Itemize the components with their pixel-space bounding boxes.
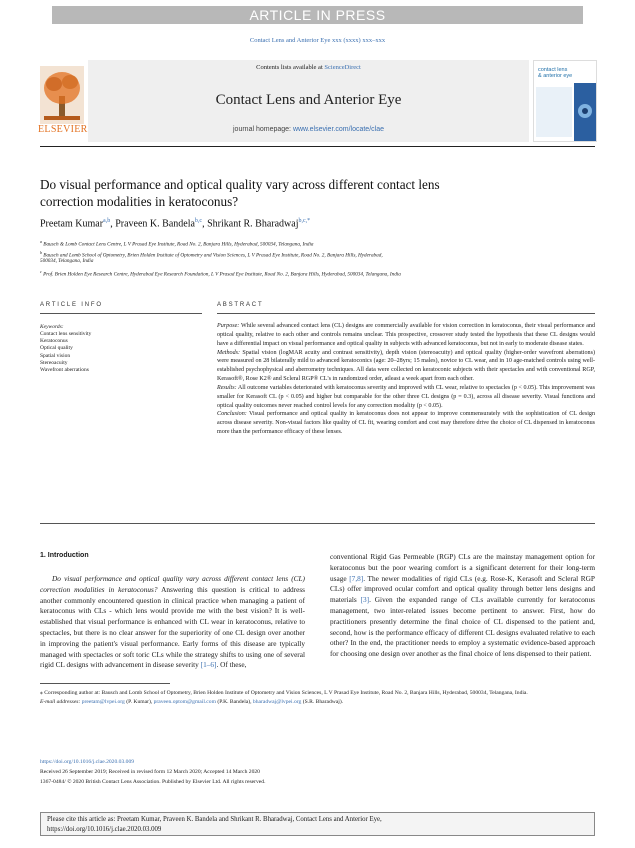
cover-title-line1: contact lens xyxy=(538,67,568,73)
journal-title: Contact Lens and Anterior Eye xyxy=(215,92,402,108)
email-link[interactable]: praveen.optom@gmail.com xyxy=(153,699,216,705)
affiliation-continuation xyxy=(40,257,595,265)
received-dates: Received 26 September 2019; Received in revised form 12 March 2020; Accepted 14 March 2020 xyxy=(40,768,260,775)
article-title-line1: Do visual performance and optical quality vary across different contact lens xyxy=(40,177,440,192)
keyword-item: Wavefront aberrations xyxy=(40,367,89,374)
citation-doi[interactable]: https://doi.org/10.1016/j.clae.2020.03.009 xyxy=(47,826,162,833)
email-label: E-mail addresses: xyxy=(40,699,82,705)
abstract-results xyxy=(217,384,595,411)
article-in-press-banner: ARTICLE IN PRESS xyxy=(52,6,583,24)
author-affiliation-marker[interactable]: b,c,* xyxy=(298,218,311,224)
keyword-item: Stereoacuity xyxy=(40,359,68,366)
footnote-rule xyxy=(40,683,170,684)
corresponding-author-footnote xyxy=(40,689,595,707)
cover-title-line2: & anterior eye xyxy=(538,73,573,79)
article-info-heading: ARTICLE INFO xyxy=(40,302,103,308)
author-name: Shrikant R. Bharadwaj xyxy=(207,218,299,230)
abstract-purpose xyxy=(217,322,595,349)
citation-line1: Please cite this article as: Preetam Kumar, Praveen K. Bandela and Shrikant R. Bharadwaj, Contact Lens and Anterior Eye, xyxy=(47,816,382,823)
journal-reference-link[interactable]: Contact Lens and Anterior Eye xxx (xxxx) xxx–xxx xyxy=(249,37,386,44)
abstract-conclusion-label: Conclusion: xyxy=(217,411,247,418)
keyword-item: Contact lens sensitivity xyxy=(40,331,92,337)
email-link[interactable]: bharadwaj@lvpei.org xyxy=(252,699,302,705)
reference-link[interactable]: [7,8] xyxy=(349,573,364,583)
abstract-heading: ABSTRACT xyxy=(217,302,264,308)
abstract-purpose-text: While several advanced contact lens (CL) designs are commercially available for vision correction in keratoconus, their visual performance and optical quality, relative to each other and controls remains unclear. This prospective, crossover study tested the hypothesis that these CL designs would have a differential impact on visual performance and optical quality in subjects with advanced keratoconus, but not in early to moderate disease states. xyxy=(217,323,595,347)
intro-column-right xyxy=(330,552,595,660)
article-title-line2: correction modalities in keratoconus? xyxy=(40,194,239,209)
abstract-rule xyxy=(217,313,595,314)
abstract-conclusion-text: Visual performance and optical quality in keratoconus does not appear to improve commensurately with the sophistication of CL design across disease severity. Non-visual factors like quality of CL fit, wearing comfort and cost may therefore drive the choice of CL dispensed in keratoconus more than the performance efficacy of these lenses. xyxy=(217,411,595,436)
journal-cover-thumbnail xyxy=(533,60,597,142)
journal-homepage-line xyxy=(88,126,529,133)
affiliation-text: 500034, Telangana, India xyxy=(40,258,94,264)
affiliation-text: Bausch & Lomb Contact Lens Centre, L V Prasad Eye Institute, Road No. 2, Banjara Hills, Hyderabad, 500034, Telangana, India xyxy=(43,241,314,248)
affiliation xyxy=(40,238,595,249)
keyword-item: Spatial vision xyxy=(40,352,71,359)
cover-art xyxy=(534,83,596,141)
email-owner: (S.R. Bharadwaj). xyxy=(301,699,344,705)
article-title xyxy=(40,176,580,210)
corresponding-author-text: ⁎ Corresponding author at: Bausch and Lomb School of Optometry, Brien Holden Institute of Optometry and Vision Sciences, L V Prasad Eye Institute, Road No. 2, Banjara Hills, Hyderabad, 500034, Telangana, India. xyxy=(40,690,528,696)
author-affiliation-marker[interactable]: a,b xyxy=(103,218,111,224)
intro-text: . Of these, xyxy=(216,660,247,670)
intro-text: conventional Rigid Gas Permeable (RGP) CLs are the mainstay management option for keratoconus but the poor wearing comfort is a significant deterrent for their long-term usage xyxy=(330,552,595,583)
copyright-line: 1367-0484/ © 2020 British Contact Lens Association. Published by Elsevier Ltd. All rights reserved. xyxy=(40,778,266,785)
author-separator: , xyxy=(110,218,116,230)
intro-text: . The newer modalities of rigid CLs (e.g. Rose-K, Kerasoft and Scleral RGP CLs) offer improved ocular comfort and optical quality through better lens designs and materials xyxy=(330,573,595,605)
affiliation-marker: a xyxy=(40,239,42,244)
intro-text: . Given the expanded range of CLs available currently for keratoconus management, two inter-related issues become pertinent to answer. First, how do practitioners presently determine the final choice of CL dispensed to the patient and, second, how is the performance efficacy of different CL designs evaluated relative to each other? In the end, the practitioner needs to employ a systematic evidence-based approach for choosing one design over another as the final choice of lens dispensed to their patient. xyxy=(330,595,595,659)
intro-column-left xyxy=(40,574,305,671)
contents-prefix: Contents lists available at xyxy=(256,64,325,71)
reference-link[interactable]: [1–6] xyxy=(200,660,217,670)
abstract-results-text: All outcome variables deteriorated with keratoconus severity and improved with CL wear, relative to spectacles (p < 0.05). This improvement was smaller for Kerasoft CL (p < 0.05) and higher but comparable for the other three CL designs (p = 0.3), across all disease severity. Visual functions and optical quality outcomes never reached control levels for any correction modality (p < 0.05). xyxy=(217,384,595,409)
affiliation-text: Prof. Brien Holden Eye Research Centre, Hyderabad Eye Research Foundation, L V Prasad Eye Institute, Road No. 2, Banjara Hills, Hyderabad, 500034, Telangana, India xyxy=(43,271,401,278)
keywords-label: Keywords: xyxy=(40,324,64,330)
author-name: Praveen K. Bandela xyxy=(115,218,195,230)
email-owner: (P. Kumar), xyxy=(124,699,154,705)
keyword-item: Keratoconus xyxy=(40,338,68,345)
intro-paragraph xyxy=(330,552,595,660)
author-name: Preetam Kumar xyxy=(40,218,104,230)
cover-title xyxy=(538,67,578,79)
abstract-methods-label: Methods: xyxy=(217,349,241,356)
intro-paragraph xyxy=(40,574,305,671)
contents-lists-line xyxy=(88,64,529,71)
affiliation-marker: b xyxy=(40,250,42,255)
homepage-prefix: journal homepage: xyxy=(233,126,293,133)
keywords-list xyxy=(40,331,91,374)
email-addresses xyxy=(40,698,595,707)
intro-text: Answering this question is critical to address another commonly encountered question in clinical practice when managing a patient of keratoconus with CLs - which lens would provide me with the best vision? It is well-established that visual performance is enhanced with CL wear in keratoconus, relative to spectacles, but there is no clear answer for the superiority of one CL design over another in improving the patient's visual performance. Early forms of this disease are typically managed with spectacles or soft toric CLs while the strategy shifts to using one of several rigid CL designs with advancement in disease severity xyxy=(40,584,305,670)
abstract-methods xyxy=(217,349,595,384)
introduction-heading: 1. Introduction xyxy=(40,552,89,559)
author-list xyxy=(40,218,600,229)
header-divider xyxy=(40,146,595,147)
abstract-bottom-rule xyxy=(40,523,595,524)
email-owner: (P.K. Bandela), xyxy=(215,699,253,705)
abstract-methods-text: Spatial vision (logMAR acuity and contrast sensitivity), depth vision (stereoacuity) and optical quality (higher-order wavefront aberrations) were measured on 28 bilaterally mild to advanced keratoconics (age: 20–28yrs; 15 males), novice to CL wear, and in 10 age-matched controls using well-established psychophysical and aberrometry techniques. All data were collected on keratoconic subjects with their spectacles and with conventional RGP, Kerasoft®, Rose K2® and Scleral RGP® CL's in randomized order, atleast a week apart from each other. xyxy=(217,349,595,383)
sciencedirect-link[interactable]: ScienceDirect xyxy=(324,64,361,71)
abstract-results-label: Results: xyxy=(217,384,237,391)
abstract-purpose-label: Purpose: xyxy=(217,323,240,329)
intro-question: Do visual performance and optical quality vary across different contact lens (CL) correction modalities in keratoconus? xyxy=(40,574,305,594)
email-link[interactable]: preetam@lvpei.org xyxy=(81,699,125,705)
article-metadata xyxy=(40,758,595,787)
author-affiliation-marker[interactable]: b,c xyxy=(194,218,203,224)
article-info-rule xyxy=(40,313,202,314)
affiliation-marker: c xyxy=(40,269,42,274)
homepage-link[interactable]: www.elsevier.com/locate/clae xyxy=(292,126,384,133)
abstract-body xyxy=(217,322,595,437)
citation-box xyxy=(40,812,595,836)
keyword-item: Optical quality xyxy=(40,345,73,352)
elsevier-tree-logo xyxy=(40,66,84,126)
reference-link[interactable]: [3] xyxy=(360,595,370,605)
doi-link[interactable]: https://doi.org/10.1016/j.clae.2020.03.009 xyxy=(40,759,135,765)
affiliation-text: Bausch and Lomb School of Optometry, Brien Holden Institute of Optometry and Vision Sciences, L V Prasad Eye Institute, Road No. 2, Banjara Hills, Hyderabad, xyxy=(43,252,383,259)
abstract-conclusion xyxy=(217,410,595,437)
publisher-wordmark: ELSEVIER xyxy=(38,124,88,135)
author-separator: , xyxy=(202,218,208,230)
affiliation xyxy=(40,268,595,279)
